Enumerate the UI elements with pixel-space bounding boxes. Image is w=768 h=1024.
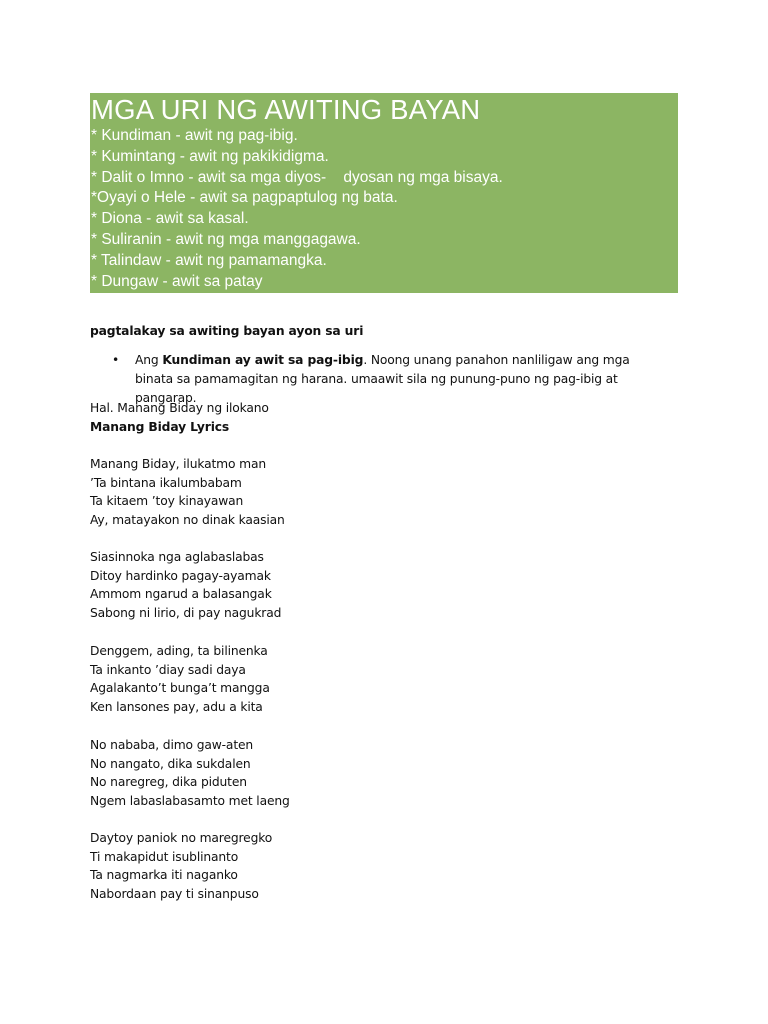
lyric-line: No naregreg, dika piduten	[90, 775, 247, 790]
lyric-line: Ay, matayakon no dinak kaasian	[90, 513, 285, 528]
bullet-icon: •	[112, 353, 120, 367]
lyric-line: Ammom ngarud a balasangak	[90, 587, 272, 602]
lyrics-stanza	[90, 736, 290, 811]
lyrics-stanza	[90, 455, 285, 530]
bullet-rest: . Noong unang panahon nanliligaw ang mga binata sa pamamagitan ng harana. umaawit sila ng punung-puno ng pag-ibig at pangarap.	[135, 353, 630, 405]
folk-song-type-item: * Talindaw - awit ng pamamangka.	[91, 251, 327, 269]
lyric-line: Manang Biday, ilukatmo man	[90, 457, 266, 471]
lyric-line: Siasinnoka nga aglabaslabas	[90, 550, 264, 564]
lyric-line: Ditoy hardinko pagay-ayamak	[90, 568, 271, 583]
lyric-line: Ngem labaslabasamto met laeng	[90, 794, 290, 809]
song-title: Manang Biday Lyrics	[90, 420, 230, 434]
example-line: Hal. Manang Biday ng ilokano	[90, 401, 269, 415]
folk-song-type-item: * Kumintang - awit ng pakikidigma.	[91, 147, 329, 165]
folk-song-type-item: * Dungaw - awit sa patay	[91, 272, 263, 290]
lyric-line: ’Ta bintana ikalumbabam	[90, 475, 242, 490]
lyrics-stanza	[90, 548, 281, 623]
lyric-line: Ta kitaem ’toy kinayawan	[90, 494, 244, 509]
lyric-line: Sabong ni lirio, di pay nagukrad	[90, 606, 282, 621]
lyric-line: No nababa, dimo gaw-aten	[90, 738, 254, 752]
lyric-line: No nangato, dika sukdalen	[90, 756, 251, 771]
lyric-line: Agalakanto’t bunga’t mangga	[90, 681, 270, 696]
lyric-line: Denggem, ading, ta bilinenka	[90, 644, 268, 658]
bullet-prefix: Ang	[135, 353, 163, 367]
lyrics-stanza	[90, 829, 272, 904]
lyric-line: Daytoy paniok no maregregko	[90, 831, 273, 845]
lyrics-stanza	[90, 642, 270, 717]
folk-song-types-list	[91, 126, 678, 292]
lyric-line: Ta nagmarka iti naganko	[90, 868, 238, 883]
bullet-bold-phrase: Kundiman ay awit sa pag-ibig	[162, 353, 364, 367]
folk-song-type-item: *Oyayi o Hele - awit sa pagpaptulog ng bata.	[91, 189, 398, 207]
folk-song-type-item: * Diona - awit sa kasal.	[91, 210, 249, 228]
folk-song-type-item: * Dalit o Imno - awit sa mga diyos- dyosan ng mga bisaya.	[91, 168, 503, 186]
section-subheading: pagtalakay sa awiting bayan ayon sa uri	[90, 324, 364, 338]
folk-song-type-item: * Kundiman - awit ng pag-ibig.	[91, 127, 298, 144]
lyric-line: Ti makapidut isublinanto	[90, 849, 239, 864]
types-of-folk-songs-box	[90, 93, 678, 293]
lyric-line: Ken lansones pay, adu a kita	[90, 700, 263, 715]
box-title: MGA URI NG AWITING BAYAN	[91, 94, 481, 125]
folk-song-type-item: * Suliranin - awit ng mga manggagawa.	[91, 230, 361, 248]
lyric-line: Nabordaan pay ti sinanpuso	[90, 887, 259, 902]
lyric-line: Ta inkanto ’diay sadi daya	[90, 662, 246, 677]
